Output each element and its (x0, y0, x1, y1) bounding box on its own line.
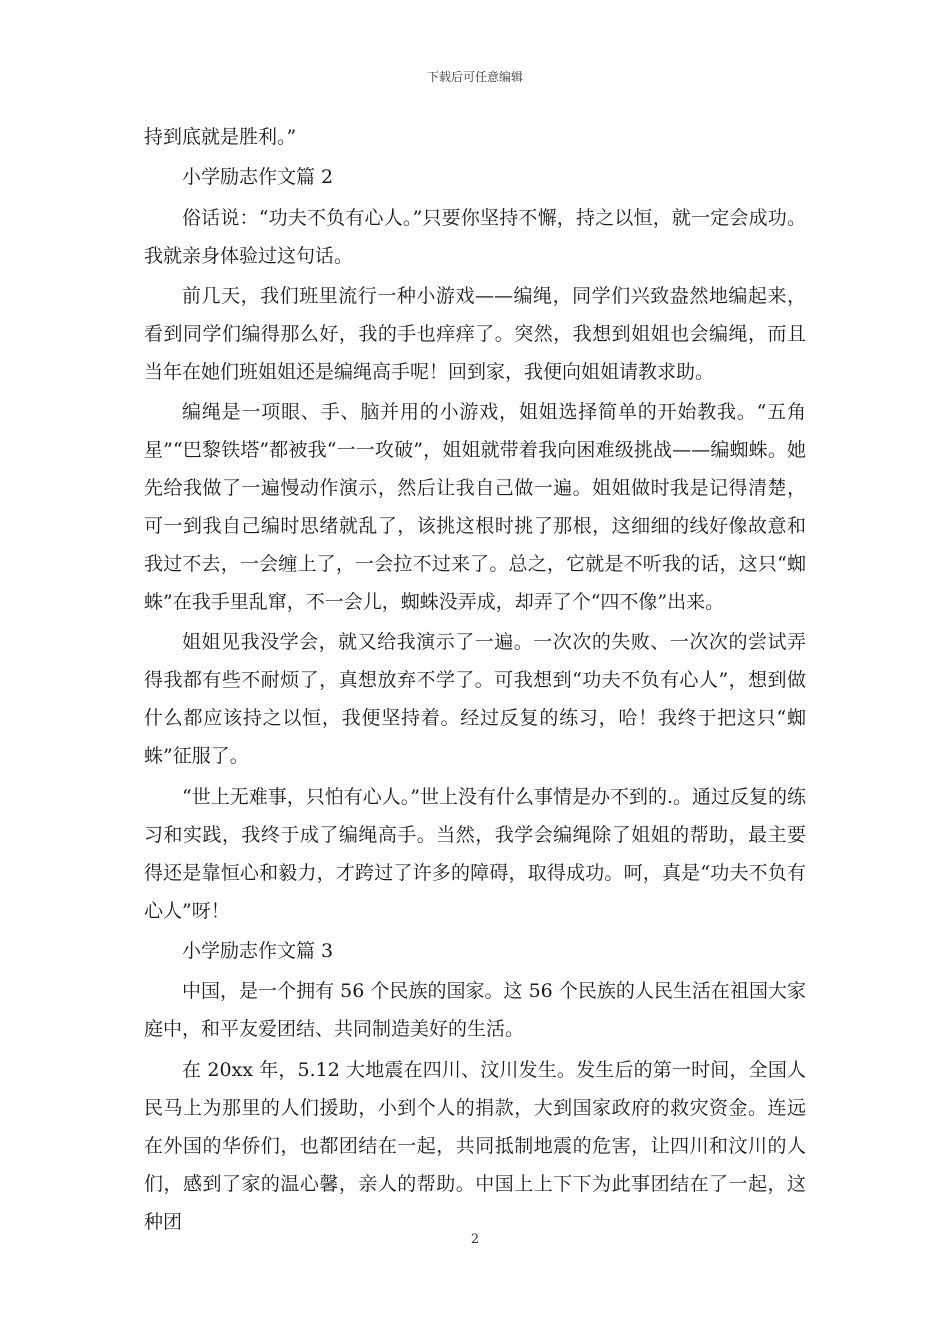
paragraph: 持到底就是胜利。” (144, 126, 297, 148)
page-number: 2 (470, 1232, 480, 1247)
section-heading: 小学励志作文篇 2 (182, 166, 334, 189)
paragraph: 前几天，我们班里流行一种小游戏——编绳，同学们兴致盎然地编起来，看到同学们编得那么好，我的手也痒痒了。突然，我想到姐姐也会编绳，而且当年在她们班姐姐还是编绳高手呢！回到家，我便向姐姐请教求助。 (144, 284, 806, 383)
paragraph: 在 20xx 年，5.12 大地震在四川、汶川发生。发生后的第一时间，全国人民马上为那里的人们援助，小到个人的捐款，大到国家政府的救灾资金。连远在外国的华侨们，也都团结在一起，共同抵制地震的危害，让四川和汶川的人们，感到了家的温心馨，亲人的帮助。中国上上下下为此事团结在了一起，这种团 (144, 1058, 806, 1233)
paragraph: 编绳是一项眼、手、脑并用的小游戏，姐姐选择简单的开始教我。“五角星”“巴黎铁塔”都被我“一一攻破”，姐姐就带着我向困难级挑战——编蜘蛛。她先给我做了一遍慢动作演示，然后让我自己做一遍。姐姐做时我是记得清楚，可一到我自己编时思绪就乱了，该挑这根时挑了那根，这细细的线好像故意和我过不去，一会缠上了，一会拉不过来了。总之，它就是不听我的话，这只“蜘蛛”在我手里乱窜，不一会儿，蜘蛛没弄成，却弄了个“四不像”出来。 (144, 401, 806, 614)
section-heading: 小学励志作文篇 3 (182, 940, 334, 963)
paragraph: 俗话说：“功夫不负有心人。”只要你坚持不懈，持之以恒，就一定会成功。我就亲身体验过这句话。 (144, 206, 806, 267)
page-header: 下载后可任意编辑 (426, 70, 523, 84)
paragraph: “世上无难事，只怕有心人。”世上没有什么事情是办不到的.。通过反复的练习和实践，我终于成了编绳高手。当然，我学会编绳除了姐姐的帮助，最主要得还是靠恒心和毅力，才跨过了许多的障碍，取得成功。呵，真是“功夫不负有心人”呀！ (144, 785, 806, 922)
paragraph: 中国，是一个拥有 56 个民族的国家。这 56 个民族的人民生活在祖国大家庭中，和平友爱团结、共同制造美好的生活。 (144, 980, 806, 1041)
document-body (144, 118, 806, 1243)
paragraph: 姐姐见我没学会，就又给我演示了一遍。一次次的失败、一次次的尝试弄得我都有些不耐烦了，真想放弃不学了。可我想到“功夫不负有心人”，想到做什么都应该持之以恒，我便坚持着。经过反复的练习，哈！我终于把这只“蜘蛛”征服了。 (144, 631, 806, 768)
